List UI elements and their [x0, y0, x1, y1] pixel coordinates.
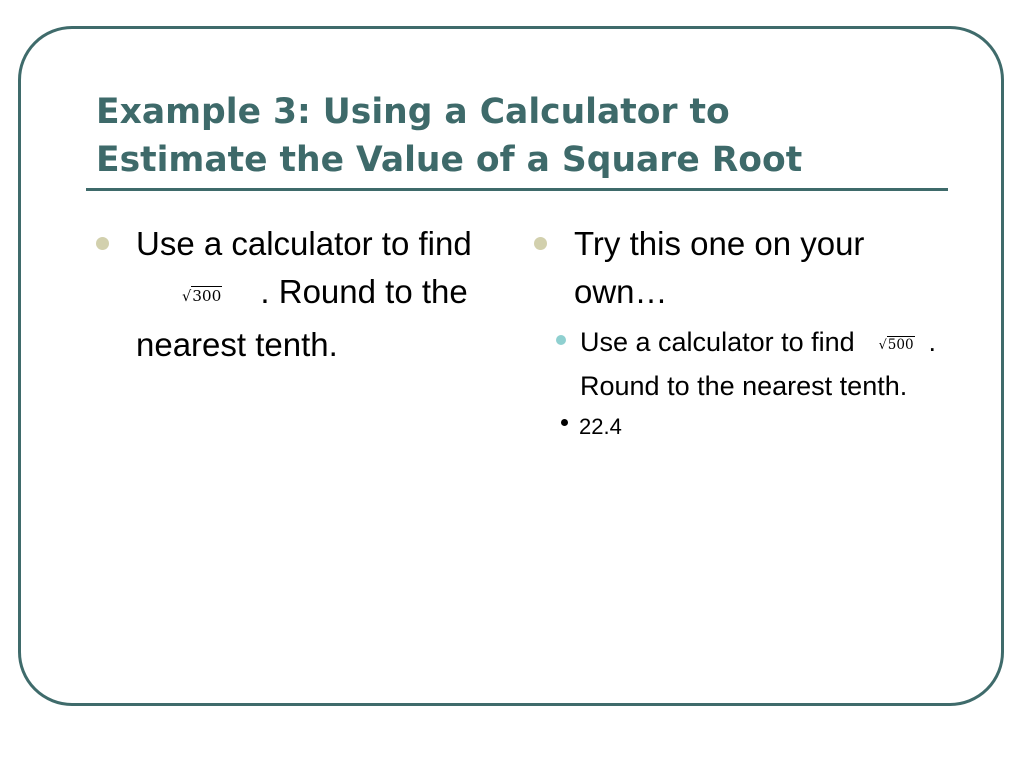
slide-title: [96, 88, 956, 184]
left-text-start: Use a calculator to find: [136, 225, 472, 262]
radicand-500: 500: [887, 337, 914, 353]
title-divider: [86, 188, 948, 191]
sub-bullet-dot-icon: [556, 335, 566, 345]
title-line-1: Example 3: Using a Calculator to: [96, 92, 730, 132]
bullet-dot-icon: [534, 237, 547, 250]
radicand-300: 300: [192, 287, 222, 305]
answer-value: 22.4: [579, 414, 622, 439]
left-text-end: . Round to the nearest tenth.: [136, 273, 468, 363]
sub-text-end: . Round to the nearest tenth.: [580, 327, 937, 401]
square-root-300: [182, 272, 222, 321]
radical-sign-icon: √: [182, 289, 192, 305]
square-root-500: [879, 324, 915, 366]
sub-text-start: Use a calculator to find: [580, 327, 855, 357]
title-line-2: Estimate the Value of a Square Root: [96, 140, 803, 180]
bullet-dot-icon: [96, 237, 109, 250]
right-text: Try this one on your own…: [574, 225, 865, 310]
answer-bullet-dot-icon: [561, 419, 568, 426]
right-sub-bullet-item: [534, 322, 944, 407]
left-bullet-item: [96, 220, 506, 369]
right-bullet-item: [534, 220, 944, 316]
right-column: [534, 220, 944, 445]
radical-sign-icon: √: [878, 338, 887, 353]
answer-bullet-item: [534, 409, 944, 445]
left-column: [96, 220, 506, 369]
